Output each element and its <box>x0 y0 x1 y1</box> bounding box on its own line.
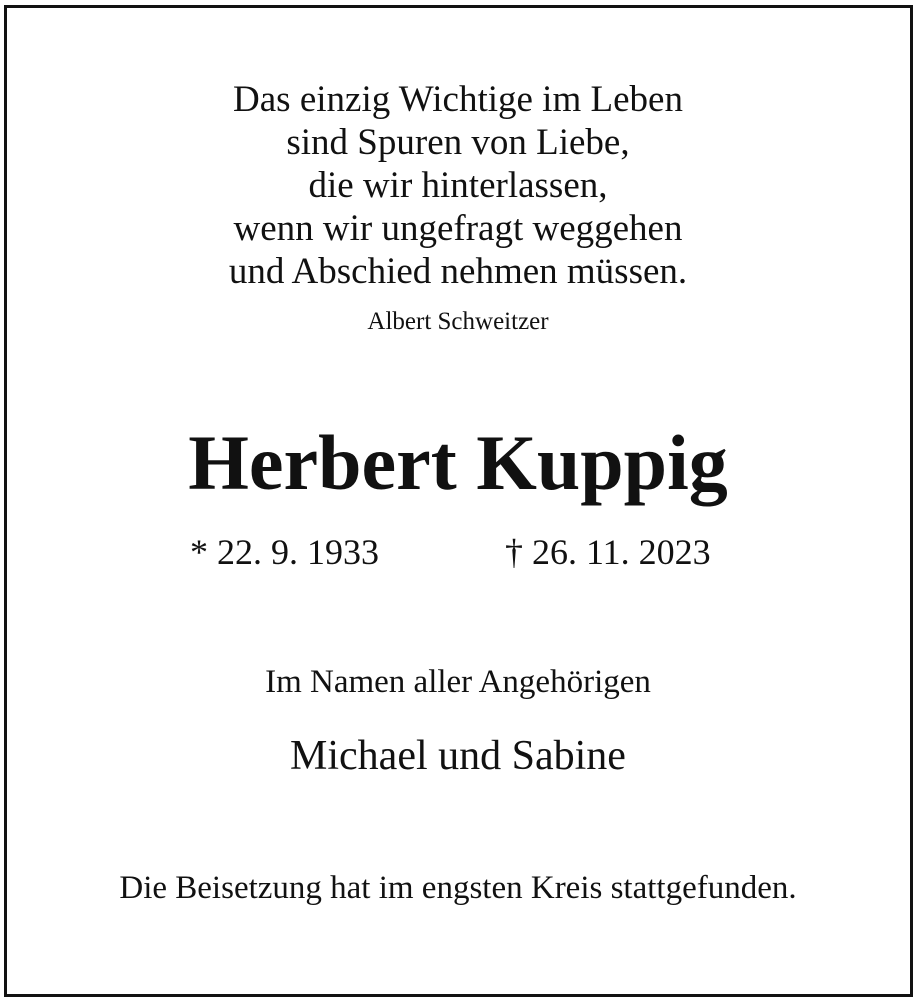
quote-line: wenn wir ungefragt weggehen <box>233 208 683 249</box>
mourners-intro: Im Namen aller Angehörigen <box>265 664 651 700</box>
burial-notice: Die Beisetzung hat im engsten Kreis stattgefunden. <box>119 870 797 906</box>
deceased-name: Herbert Kuppig <box>188 419 728 506</box>
quote-line: sind Spuren von Liebe, <box>286 122 630 163</box>
quote-line: Das einzig Wichtige im Leben <box>233 79 683 120</box>
quote-block <box>0 78 916 293</box>
quote-author: Albert Schweitzer <box>367 308 549 335</box>
death-date: † 26. 11. 2023 <box>505 532 711 572</box>
mourners-names: Michael und Sabine <box>290 733 626 779</box>
quote-line: die wir hinterlassen, <box>308 165 608 206</box>
birth-date: * 22. 9. 1933 <box>190 532 379 572</box>
quote-line: und Abschied nehmen müssen. <box>228 251 688 292</box>
